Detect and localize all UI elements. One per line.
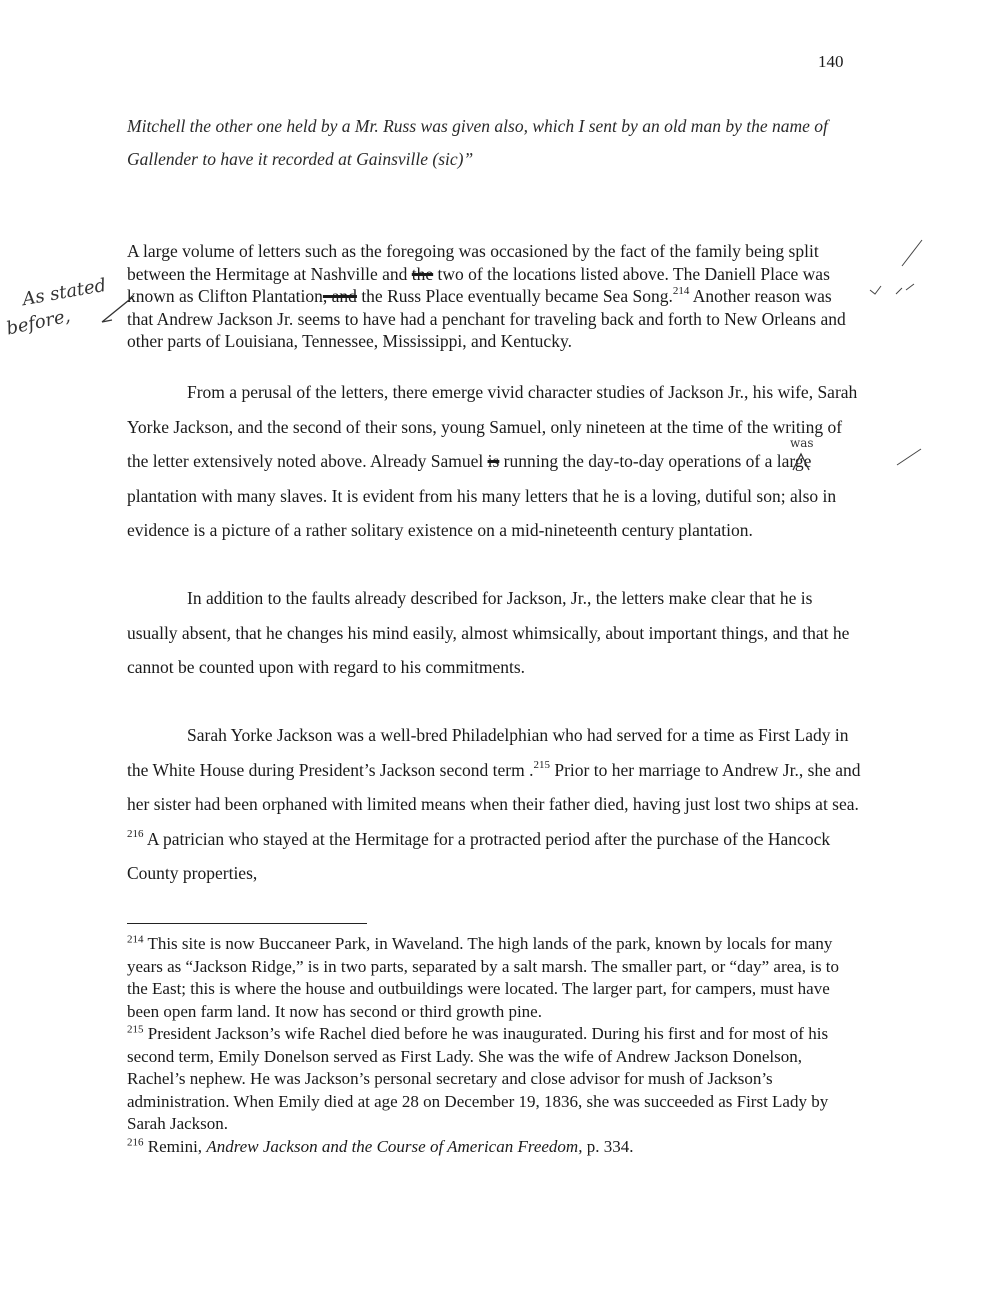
paragraph-4-text-c: A patrician who stayed at the Hermitage for a protracted period after the purchase of the Hancock County properties,	[127, 828, 831, 883]
footnote-ref-214: 214	[672, 285, 690, 298]
check-mark	[868, 280, 918, 300]
caret-insert-mark	[790, 450, 812, 472]
footnote-text: This site is now Buccaneer Park, in Waveland. The high lands of the park, known by locals for many years as “Jackson Ridge,” is in two parts, separated by a salt marsh. The smaller part, or “day” area, is to the East; this is where the house and outbuildings were located. The larger part, for campers, must have been open farm land. It now has second or third growth pine.	[127, 934, 840, 1021]
handwritten-insertion: was	[790, 436, 814, 450]
struck-word-and: , and	[322, 286, 357, 306]
footnote-214	[127, 933, 862, 1023]
footnote-ref-215: 215	[533, 758, 550, 771]
paragraph-2	[127, 375, 862, 548]
footnote-text-post: p. 334.	[582, 1136, 634, 1156]
footnote-text: President Jackson’s wife Rachel died before he was inaugurated. During his first and for most of his second term, Emily Donelson served as First Lady. She was the wife of Andrew Jackson Donelson, Rachel’s nephew. He was Jackson’s personal secretary and close advisor for mush of Jackson’s administration. When Emily died at age 28 on December 19, 1836, she was succeeded as First Lady by Sarah Jackson.	[127, 1024, 829, 1133]
paragraph-1-text-d: Another reason was that Andrew Jackson Jr. seems to have had a penchant for traveling back and forth to New Orleans and other parts of Louisiana, Tennessee, Mississippi, and Kentucky.	[127, 286, 846, 351]
page-number: 140	[818, 52, 844, 71]
footnote-216	[127, 1136, 862, 1159]
block-quote: Mitchell the other one held by a Mr. Russ was given also, which I sent by an old man by the name of Gallender to have it recorded at Gainsville (sic)”	[127, 116, 828, 169]
handwritten-margin-note-line-2: before,	[4, 305, 73, 340]
footnote-number: 216	[127, 1135, 144, 1148]
footnote-text-pre: Remini,	[143, 1136, 207, 1156]
struck-word-the: the	[411, 263, 434, 284]
paragraph-2-text-b: running the day-to-day operations of a large plantation with many slaves. It is evident from his many letters that he is a loving, dutiful son; also in evidence is a picture of a rather solitary existence on a mid-nineteenth century plantation.	[127, 451, 837, 540]
footnote-book-title: Andrew Jackson and the Course of American Freedom,	[206, 1136, 583, 1156]
footnote-divider	[127, 923, 367, 924]
paragraph-2-text-a: From a perusal of the letters, there emerge vivid character studies of Jackson Jr., his wife, Sarah Yorke Jackson, and the second of their sons, young Samuel, only nineteen at the time of the writing of the letter extensively noted above. Already Samuel	[127, 382, 858, 471]
footnote-ref-216: 216	[127, 827, 144, 840]
paragraph-4-text-a: Sarah Yorke Jackson was a well-bred Philadelphian who had served for a time as First Lady in the White House during President’s Jackson second term .	[127, 725, 849, 780]
check-mark	[900, 238, 924, 268]
paragraph-3: In addition to the faults already described for Jackson, Jr., the letters make clear that he is usually absent, that he changes his mind easily, almost whimsically, about important things, and that he cannot be counted upon with regard to his commitments.	[127, 588, 850, 677]
footnote-number: 215	[127, 1023, 144, 1036]
struck-word-is: is	[487, 451, 500, 471]
check-mark	[895, 445, 925, 467]
paragraph-1-text-c: the Russ Place eventually became Sea Song.	[356, 286, 673, 306]
paragraph-4	[127, 718, 862, 891]
footnote-215	[127, 1023, 862, 1136]
paragraph-4-text-b: Prior to her marriage to Andrew Jr., she and her sister had been orphaned with limited means when their father died, having just lost two ships at sea.	[127, 759, 861, 814]
margin-arrow-mark	[98, 290, 138, 330]
paragraph-1	[127, 240, 862, 353]
footnotes	[127, 933, 862, 1158]
paragraph-1-text-b: two of the locations listed above. The Daniell Place was known as Clifton Plantation	[127, 263, 830, 306]
handwritten-margin-note-line-1: As stated	[20, 274, 108, 311]
paragraph-1-text-a: A large volume of letters such as the foregoing was occasioned by the fact of the family being split between the Hermitage at Nashville and	[127, 241, 819, 284]
footnote-number: 214	[127, 933, 144, 946]
